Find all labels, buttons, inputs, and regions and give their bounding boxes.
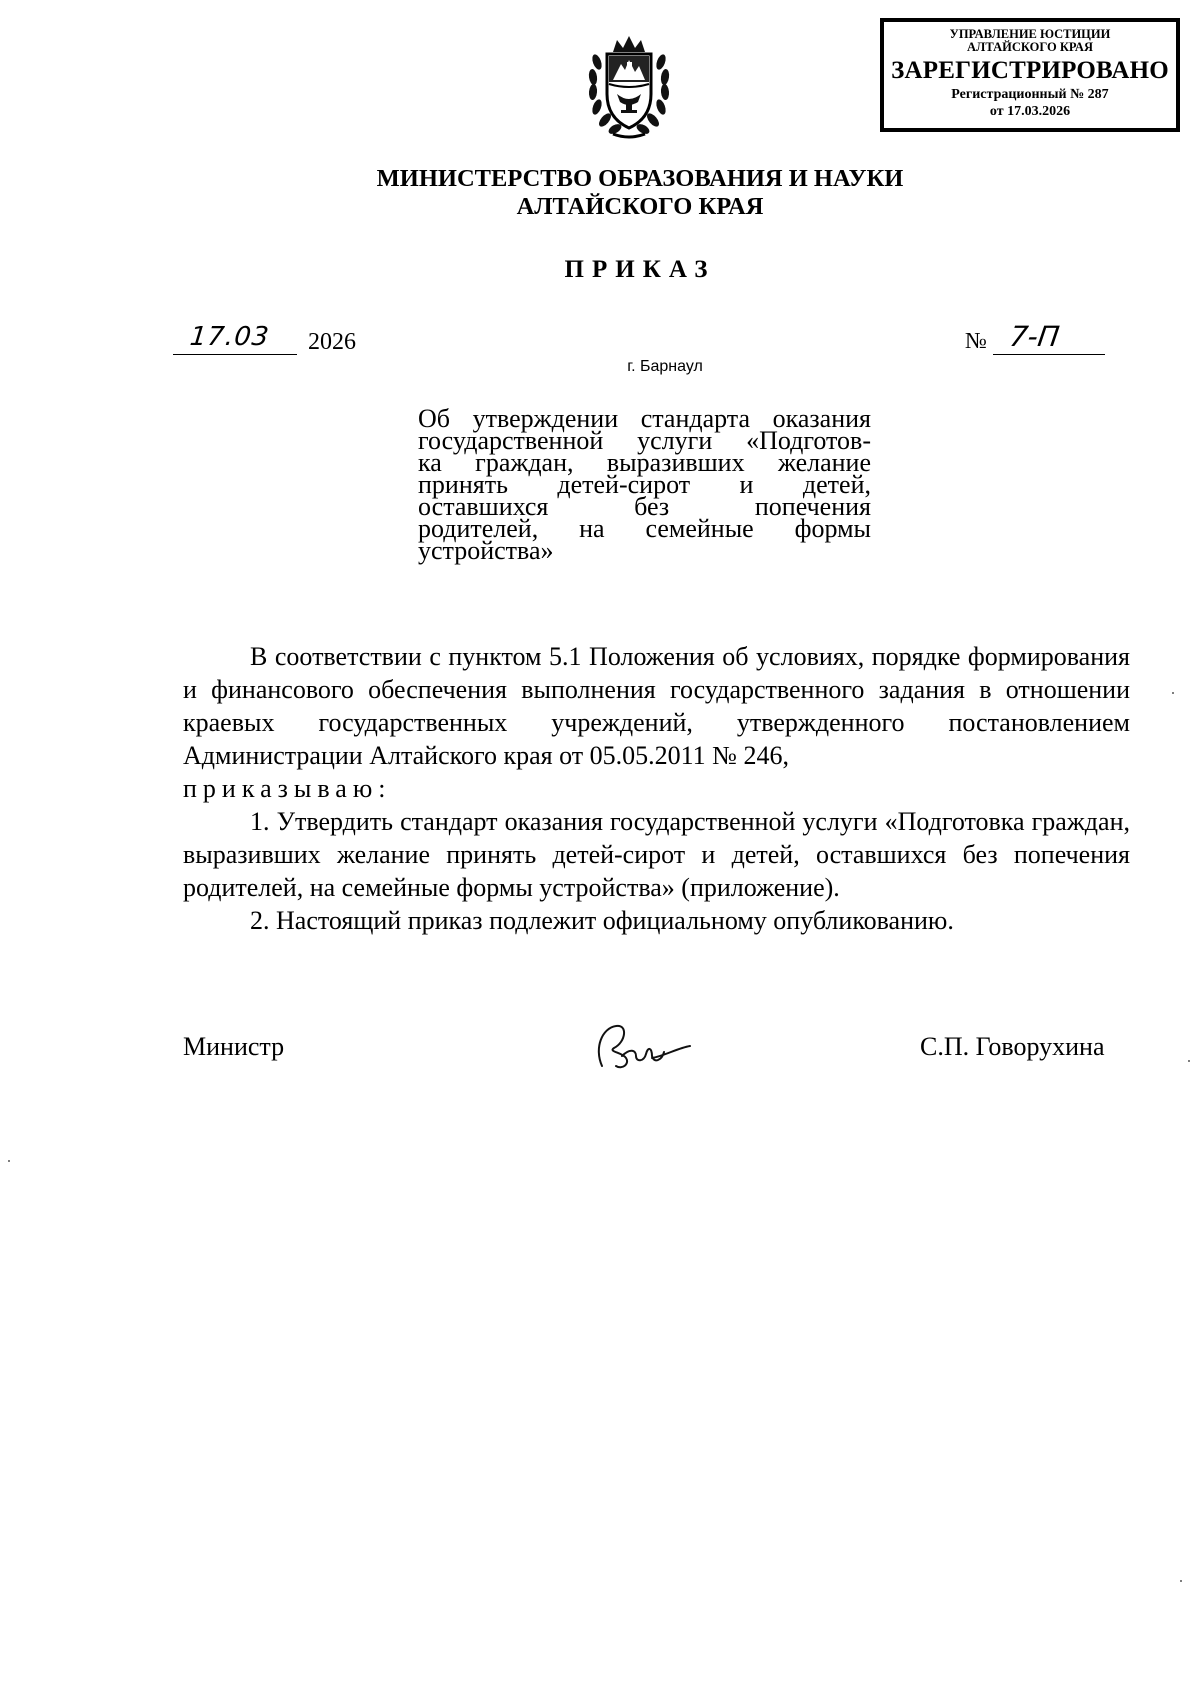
subject-line: государственной услуги «Подготов- xyxy=(418,426,871,455)
document-type-title: ПРИКАЗ xyxy=(564,256,716,283)
stamp-reg-date: от 17.03.2026 xyxy=(989,104,1071,119)
coat-of-arms-emblem xyxy=(583,32,675,144)
subject-line: принять детей-сирот и детей, xyxy=(418,470,871,499)
handwritten-signature xyxy=(592,1018,692,1076)
order-body xyxy=(183,640,1130,937)
preamble-paragraph: В соответствии с пунктом 5.1 Положения об условиях, порядке формирования и финансового обеспечения выполнения государственного задания в отношении краевых государственных учреждений, утвержденного постановлением Администрации Алтайского края от 05.05.2011 № 246, xyxy=(183,642,1130,770)
order-subject xyxy=(418,404,871,565)
registration-stamp xyxy=(880,18,1180,132)
signer-name: С.П. Говорухина xyxy=(920,1032,1105,1061)
subject-line: родителей, на семейные формы xyxy=(418,514,871,543)
subject-line: устройства» xyxy=(418,536,554,565)
scan-speck xyxy=(1188,1060,1190,1062)
subject-line: Об утверждении стандарта оказания xyxy=(418,404,871,433)
order-item-1: 1. Утвердить стандарт оказания государственной услуги «Подготовка граждан, выразивших желание принять детей-сирот и детей, оставшихся без попечения родителей, на семейные формы устройства» (приложение). xyxy=(183,807,1130,902)
stamp-authority-line2: АЛТАЙСКОГО КРАЯ xyxy=(967,40,1093,54)
issuing-city: г. Барнаул xyxy=(627,358,703,375)
stamp-reg-number: Регистрационный № 287 xyxy=(951,87,1109,102)
stamp-status: ЗАРЕГИСТРИРОВАНО xyxy=(891,57,1169,84)
signer-position: Министр xyxy=(183,1032,285,1061)
handwritten-order-number: 7-П xyxy=(1007,320,1062,353)
order-item-2: 2. Настоящий приказ подлежит официальному опубликованию. xyxy=(250,906,954,935)
subject-line: ка граждан, выразивших желание xyxy=(418,448,871,477)
ministry-name-line2: АЛТАЙСКОГО КРАЯ xyxy=(516,193,764,220)
subject-line: оставшихся без попечения xyxy=(418,492,871,521)
ministry-name-line1: МИНИСТЕРСТВО ОБРАЗОВАНИЯ И НАУКИ xyxy=(376,165,904,192)
ministry-header xyxy=(0,165,1200,221)
scan-speck xyxy=(1180,1580,1182,1582)
scan-speck xyxy=(1172,692,1174,694)
number-label: № xyxy=(965,328,987,353)
order-year: 2026 xyxy=(308,329,356,355)
stamp-authority-line1: УПРАВЛЕНИЕ ЮСТИЦИИ xyxy=(949,27,1111,41)
order-directive-word: приказываю: xyxy=(183,774,392,803)
scan-speck xyxy=(8,1160,10,1162)
handwritten-date: 17.03 xyxy=(188,322,272,352)
